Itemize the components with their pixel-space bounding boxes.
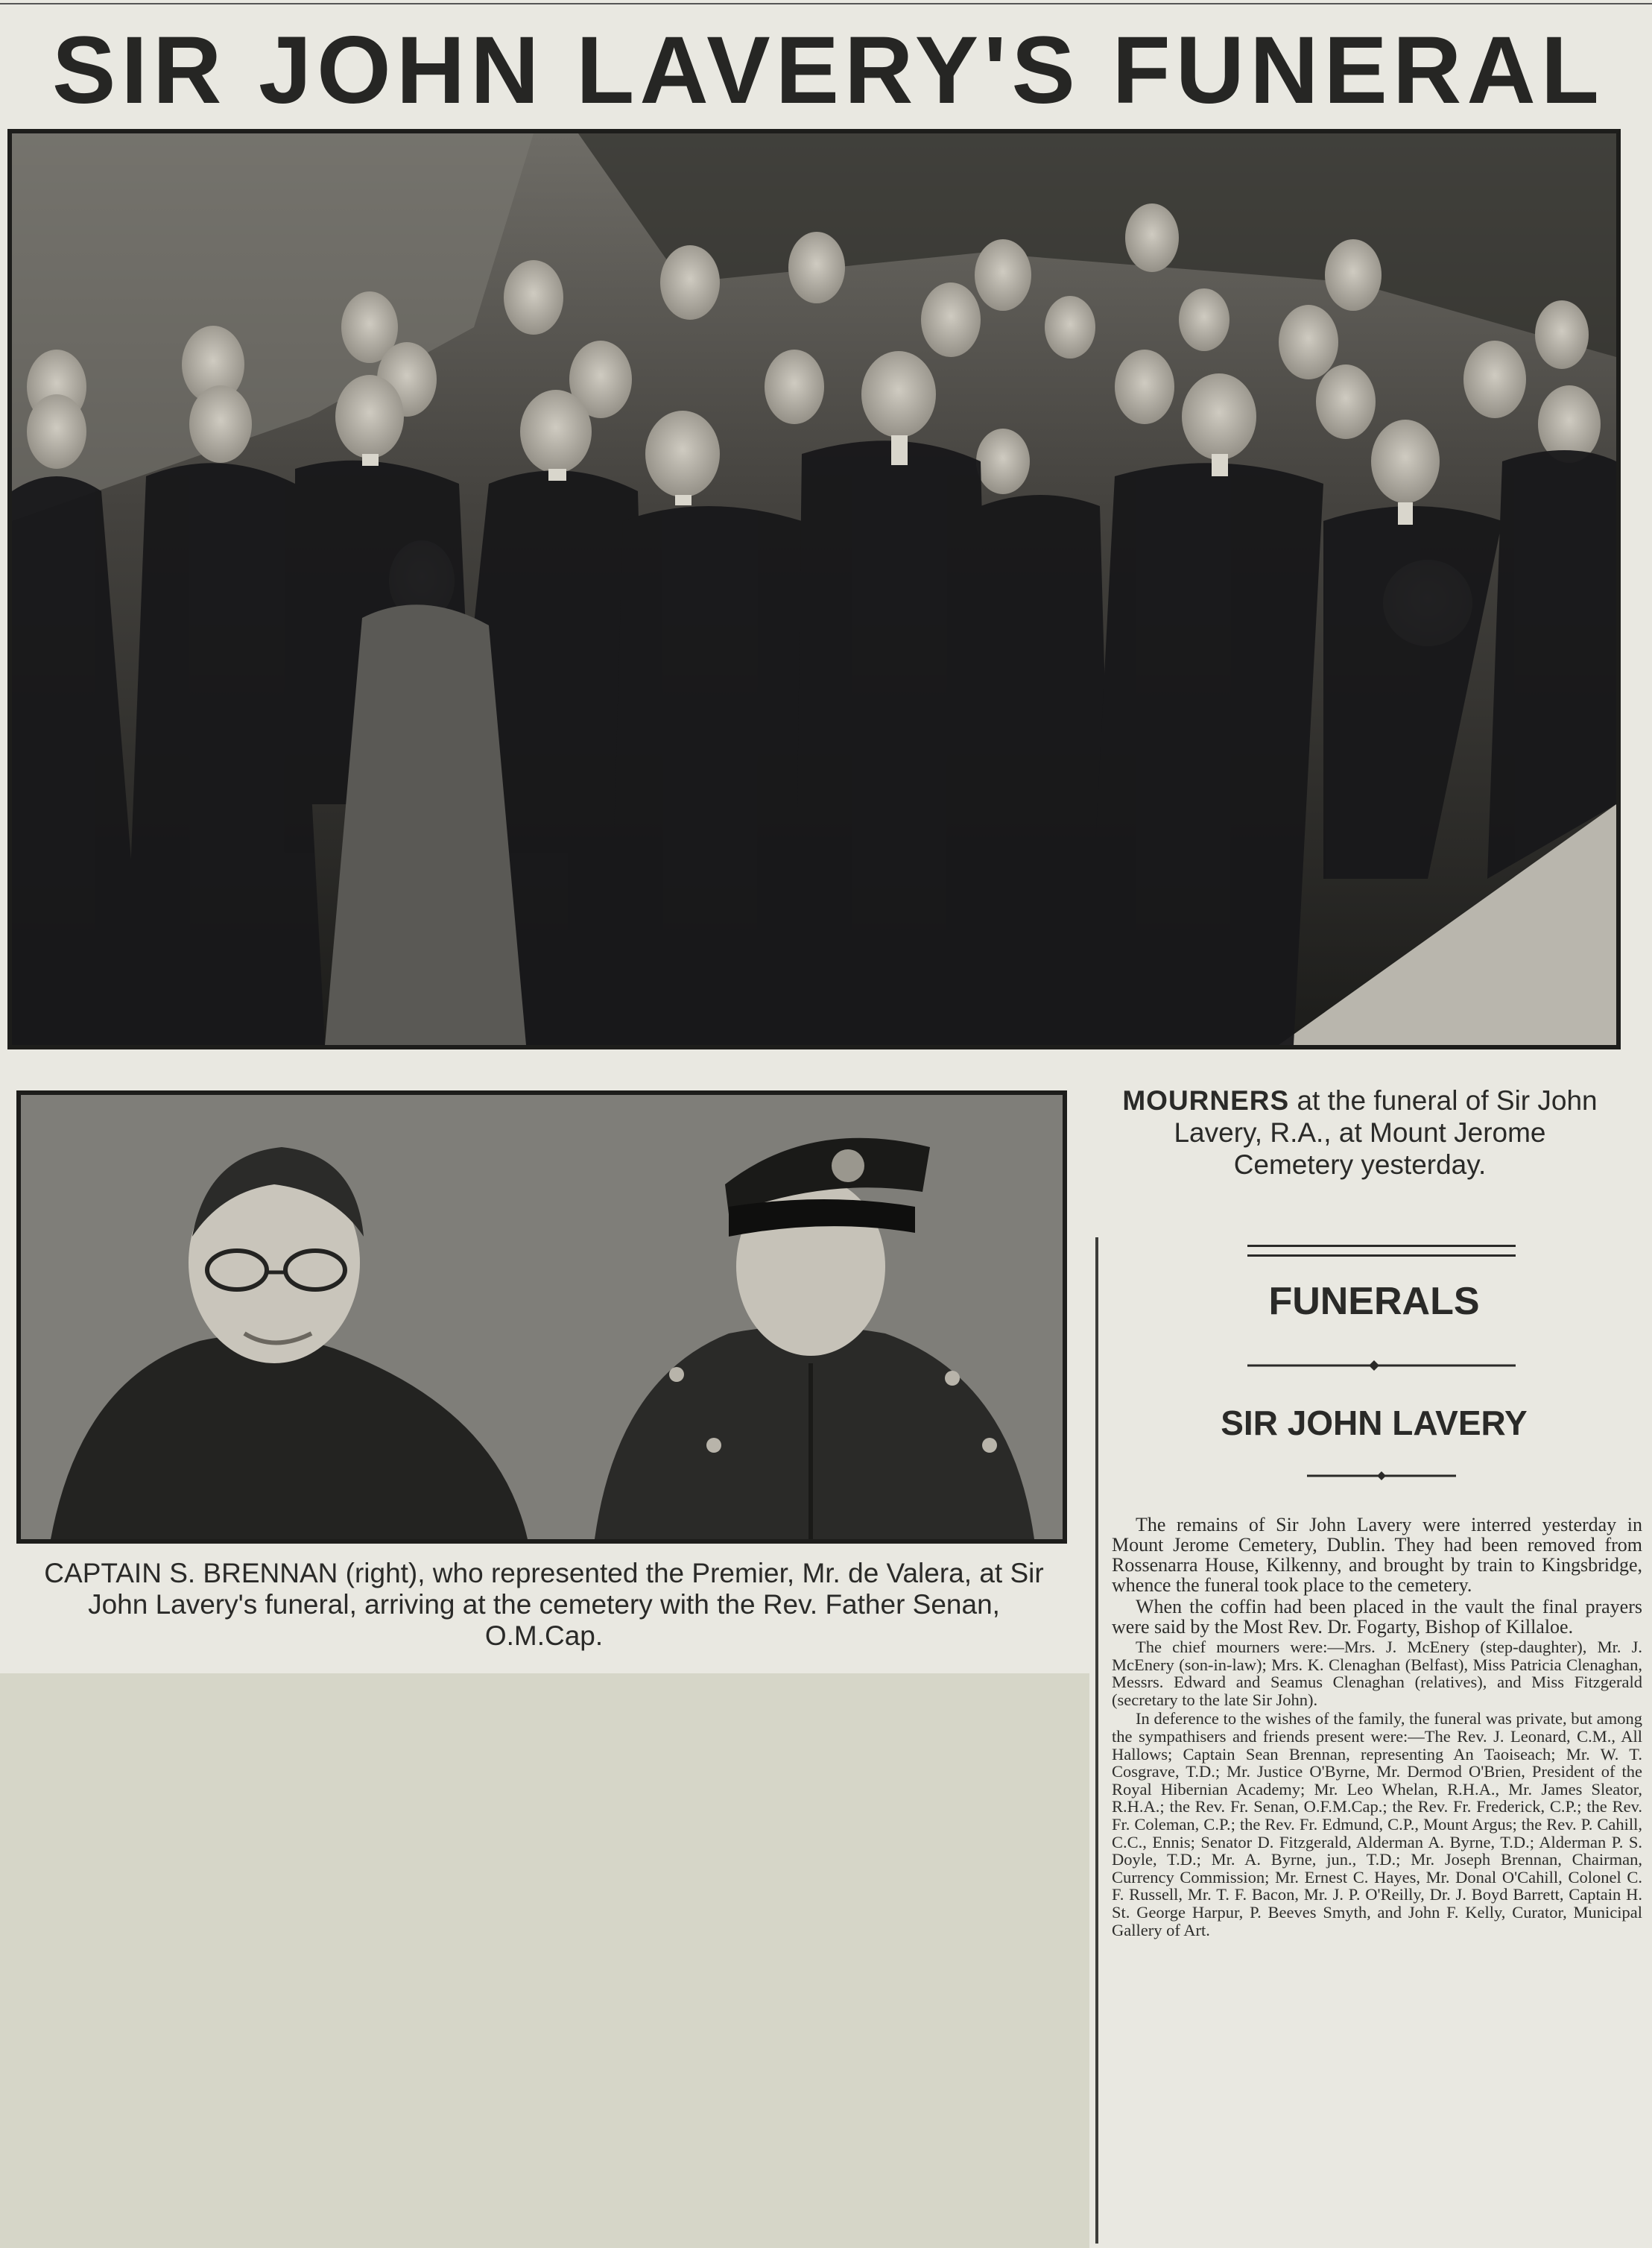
- section-title: FUNERALS: [1268, 1280, 1480, 1323]
- captain-and-father-photo-art: [21, 1095, 1063, 1539]
- article-paragraph: The remains of Sir John Lavery were interred yesterday in Mount Jerome Cemetery, Dublin. They had been removed from Rossenarra House, Kilkenny, and brought by train to Kingsbridge, whence the funeral took place to the cemetery.: [1112, 1514, 1642, 1596]
- article-title: SIR JOHN LAVERY: [1221, 1404, 1528, 1442]
- mourners-photo-art: [12, 133, 1616, 1045]
- headline: SIR JOHN LAVERY'S FUNERAL: [52, 17, 1604, 124]
- ornament-rule-1: [1098, 1358, 1650, 1373]
- article-body: [1112, 1515, 1642, 1940]
- mourners-caption-text: at the funeral of Sir John Lavery, R.A., at Mount Jerome Cemetery yesterday.: [1174, 1085, 1598, 1180]
- background-surface: [0, 1673, 1089, 2248]
- article-paragraph: The chief mourners were:—Mrs. J. McEnery (step-daughter), Mr. J. McEnery (son-in-law); Mrs. K. Clenaghan (Belfast), Miss Patricia Clenaghan, Messrs. Edward and Seamus Clenaghan (relatives), and Miss Fitzgerald (secretary to the late Sir John).: [1112, 1638, 1642, 1709]
- captain-caption-text: (right), who represented the Premier, Mr. de Valera, at Sir John Lavery's funeral, arriving at the cemetery with the Rev. Father Senan, O.M.Cap.: [88, 1558, 1044, 1651]
- mourners-photo: [7, 129, 1621, 1049]
- column-double-rule: [1247, 1245, 1516, 1257]
- article-paragraph: In deference to the wishes of the family, the funeral was private, but among the sympathisers and friends present were:—The Rev. J. Leonard, C.M., All Hallows; Captain Sean Brennan, representing An Taoiseach; Mr. W. T. Cosgrave, T.D.; Mr. Justice O'Byrne, Mr. Dermod O'Brien, President of the Royal Hibernian Academy; Mr. Leo Whelan, R.H.A., Mr. James Sleator, R.H.A.; the Rev. Fr. Senan, O.F.M.Cap.; the Rev. Fr. Frederick, C.P.; the Rev. Fr. Coleman, C.P.; the Rev. Fr. Edmund, C.P., Mount Argus; the Rev. P. Cahill, C.C., Ennis; Senator D. Fitzgerald, Alderman A. Byrne, T.D.; Alderman P. S. Doyle, T.D.; Mr. A. Byrne, jun., T.D.; Mr. Joseph Brennan, Chairman, Currency Commission; Mr. Ernest C. Hayes, Mr. Donal O'Cahill, Colonel C. F. Russell, Mr. T. F. Bacon, Mr. J. P. O'Reilly, Dr. J. Boyd Barrett, Captain H. St. George Harpur, P. Beeves Smyth, and John F. Kelly, Curator, Municipal Gallery of Art.: [1112, 1709, 1642, 1939]
- captain-caption-lead: CAPTAIN S. BRENNAN: [44, 1558, 338, 1588]
- article-paragraph: When the coffin had been placed in the vault the final prayers were said by the Most Rev. Dr. Fogarty, Bishop of Killaloe.: [1112, 1596, 1642, 1638]
- funerals-column: [1095, 1237, 1647, 2244]
- mourners-caption-lead: MOURNERS: [1122, 1085, 1290, 1116]
- captain-caption: [34, 1558, 1054, 1652]
- ornament-rule-2: [1098, 1468, 1650, 1483]
- mourners-caption: [1118, 1084, 1602, 1181]
- captain-and-father-photo: [16, 1090, 1067, 1544]
- top-rule: [0, 3, 1652, 4]
